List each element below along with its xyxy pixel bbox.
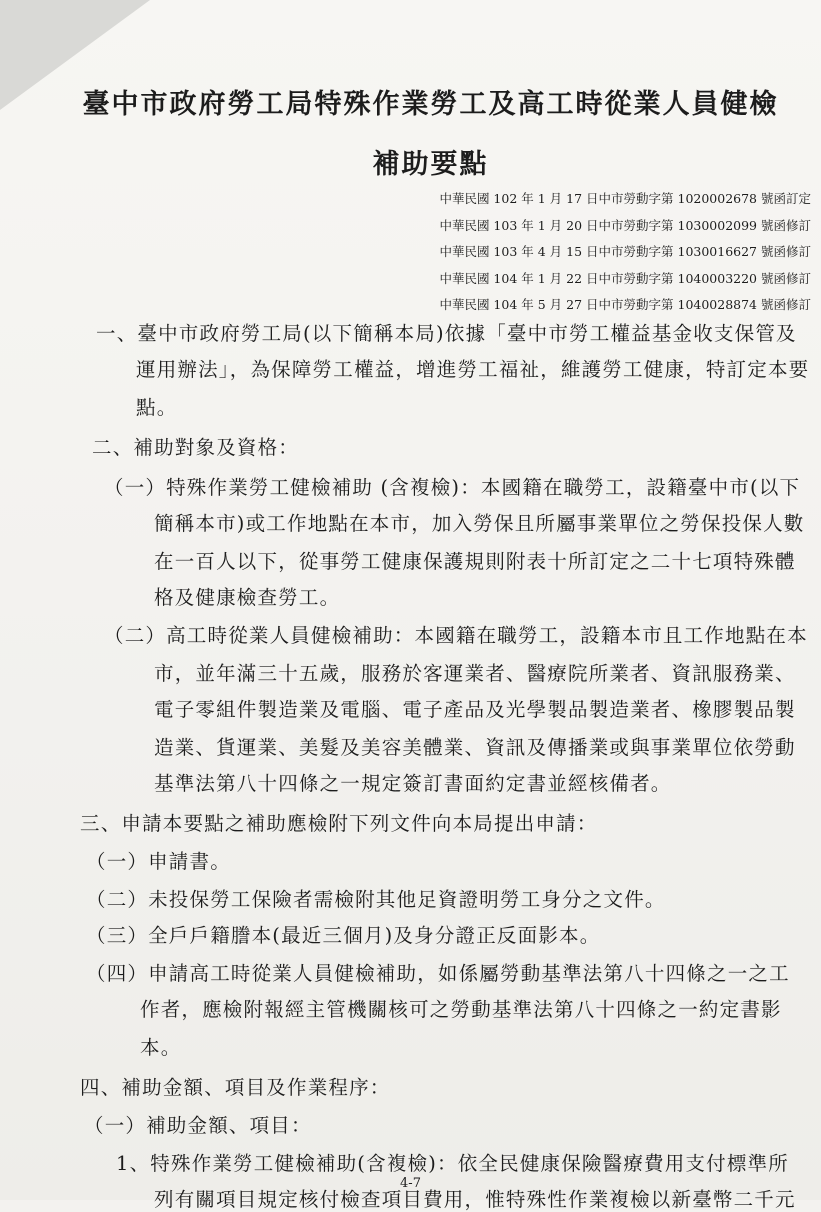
history-entry: 中華民國 103 年 1 月 20 日中市勞動字第 1030002099 號函修訂 [439, 217, 811, 233]
section-3-item: （一）申請書。 [86, 850, 231, 873]
history-entry: 中華民國 104 年 1 月 22 日中市勞動字第 1040003220 號函修訂 [439, 270, 811, 286]
section-3-heading: 三、申請本要點之補助應檢附下列文件向本局提出申請： [80, 812, 598, 835]
section-4-1-1-line: 1、特殊作業勞工健檢補助(含複檢)：依全民健康保險醫療費用支付標準所 [116, 1152, 789, 1175]
section-2-1-line: 格及健康檢查勞工。 [154, 586, 341, 609]
section-1-line: 點。 [136, 396, 178, 419]
section-2-2-line: 市，並年滿三十五歲，服務於客運業者、醫療院所業者、資訊服務業、 [154, 662, 796, 685]
section-1-line: 一、臺中市政府勞工局(以下簡稱本局)依據「臺中市勞工權益基金收支保管及 [96, 322, 797, 345]
section-3-item: 作者，應檢附報經主管機關核可之勞動基準法第八十四條之一約定書影 [140, 998, 782, 1021]
section-2-1-line: 在一百人以下，從事勞工健康保護規則附表十所訂定之二十七項特殊體 [154, 550, 796, 573]
section-2-2-line: 造業、貨運業、美髮及美容美體業、資訊及傳播業或與事業單位依勞動 [154, 736, 796, 759]
section-4-1-heading: （一）補助金額、項目： [84, 1114, 312, 1137]
section-4-heading: 四、補助金額、項目及作業程序： [80, 1076, 391, 1099]
section-2-2-line: 電子零組件製造業及電腦、電子產品及光學製品製造業者、橡膠製品製 [154, 698, 796, 721]
section-3-item: （四）申請高工時從業人員健檢補助，如係屬勞動基準法第八十四條之一之工 [86, 962, 790, 985]
history-entry: 中華民國 102 年 1 月 17 日中市勞動字第 1020002678 號函訂定 [439, 191, 811, 206]
section-3-item: 本。 [140, 1036, 182, 1059]
section-1-line: 運用辦法」，為保障勞工權益，增進勞工福祉，維護勞工健康，特訂定本要 [136, 358, 810, 381]
section-3-item: （二）未投保勞工保險者需檢附其他足資證明勞工身分之文件。 [86, 888, 666, 911]
page-number: 4-7 [400, 1176, 421, 1191]
history-entry: 中華民國 104 年 5 月 27 日中市勞動字第 1040028874 號函修訂 [439, 297, 811, 312]
history-entry: 中華民國 103 年 4 月 15 日中市勞動字第 1030016627 號函修訂 [439, 244, 811, 259]
section-2-2-line: 基準法第八十四條之一規定簽訂書面約定書並經核備者。 [154, 772, 672, 795]
amendment-history [381, 186, 811, 319]
document-title-line2: 補助要點 [372, 149, 489, 180]
document-title-line1: 臺中市政府勞工局特殊作業勞工及高工時從業人員健檢 [82, 89, 779, 120]
section-2-1-line: 簡稱本市)或工作地點在本市，加入勞保且所屬事業單位之勞保投保人數 [154, 512, 805, 535]
section-2-1-line: （一）特殊作業勞工健檢補助 (含複檢)：本國籍在職勞工，設籍臺中市(以下 [104, 476, 801, 499]
section-2-heading: 二、補助對象及資格： [92, 436, 300, 459]
section-2-2-line: （二）高工時從業人員健檢補助：本國籍在職勞工，設籍本市且工作地點在本 [104, 624, 808, 647]
section-3-item: （三）全戶戶籍謄本(最近三個月)及身分證正反面影本。 [86, 924, 601, 947]
section-4-1-1-line: 列有關項目規定核付檢查項目費用，惟特殊性作業複檢以新臺幣二千元 [154, 1188, 796, 1211]
